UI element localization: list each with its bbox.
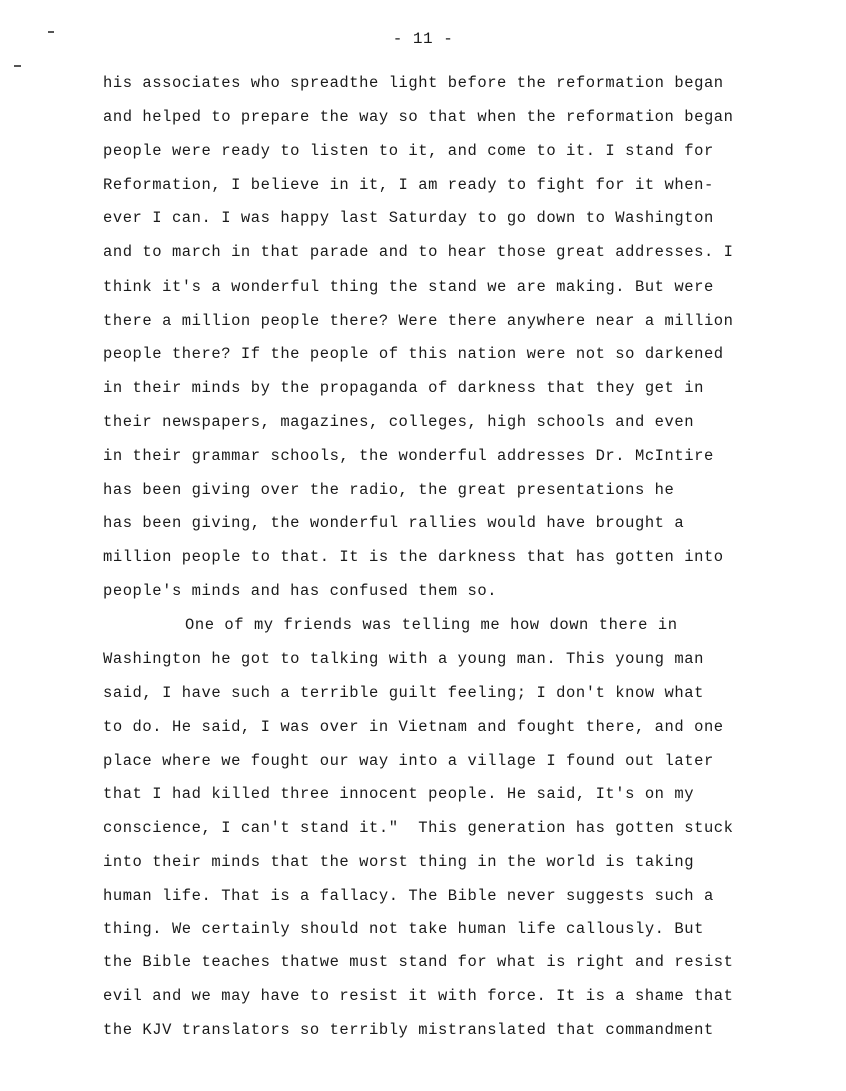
text-line: and to march in that parade and to hear those great addresses. I	[103, 243, 734, 261]
text-line: their newspapers, magazines, colleges, high schools and even	[103, 413, 695, 431]
text-line: One of my friends was telling me how down there in	[185, 616, 678, 634]
text-line: that I had killed three innocent people. He said, It's on my	[103, 785, 695, 803]
text-line: there a million people there? Were there anywhere near a million	[103, 312, 734, 330]
text-line: the KJV translators so terribly mistranslated that commandment	[103, 1021, 714, 1039]
text-line: the Bible teaches thatwe must stand for what is right and resist	[103, 953, 734, 971]
text-line: million people to that. It is the darkness that has gotten into	[103, 548, 724, 566]
page-number: - 11 -	[392, 30, 454, 48]
text-line: and helped to prepare the way so that when the reformation began	[103, 108, 734, 126]
text-line: people were ready to listen to it, and come to it. I stand for	[103, 142, 714, 160]
text-line: think it's a wonderful thing the stand we are making. But were	[103, 278, 714, 296]
text-line: has been giving over the radio, the great presentations he	[103, 481, 675, 499]
text-line: has been giving, the wonderful rallies would have brought a	[103, 514, 685, 532]
text-line: conscience, I can't stand it." This generation has gotten stuck	[103, 819, 734, 837]
text-line: evil and we may have to resist it with force. It is a shame that	[103, 987, 734, 1005]
text-line: in their grammar schools, the wonderful addresses Dr. McIntire	[103, 447, 714, 465]
text-line: human life. That is a fallacy. The Bible never suggests such a	[103, 887, 714, 905]
text-line: Washington he got to talking with a young man. This young man	[103, 650, 704, 668]
text-line: place where we fought our way into a village I found out later	[103, 752, 714, 770]
text-line: thing. We certainly should not take human life callously. But	[103, 920, 704, 938]
margin-mark	[48, 31, 54, 33]
text-line: said, I have such a terrible guilt feeling; I don't know what	[103, 684, 704, 702]
text-line: in their minds by the propaganda of darkness that they get in	[103, 379, 704, 397]
text-line: his associates who spreadthe light before the reformation began	[103, 74, 724, 92]
text-line: into their minds that the worst thing in the world is taking	[103, 853, 695, 871]
text-line: people's minds and has confused them so.	[103, 582, 498, 600]
text-line: ever I can. I was happy last Saturday to go down to Washington	[103, 209, 714, 227]
text-line: people there? If the people of this nation were not so darkened	[103, 345, 724, 363]
text-line: Reformation, I believe in it, I am ready to fight for it when-	[103, 176, 714, 194]
text-line: to do. He said, I was over in Vietnam and fought there, and one	[103, 718, 724, 736]
margin-mark	[14, 65, 21, 67]
